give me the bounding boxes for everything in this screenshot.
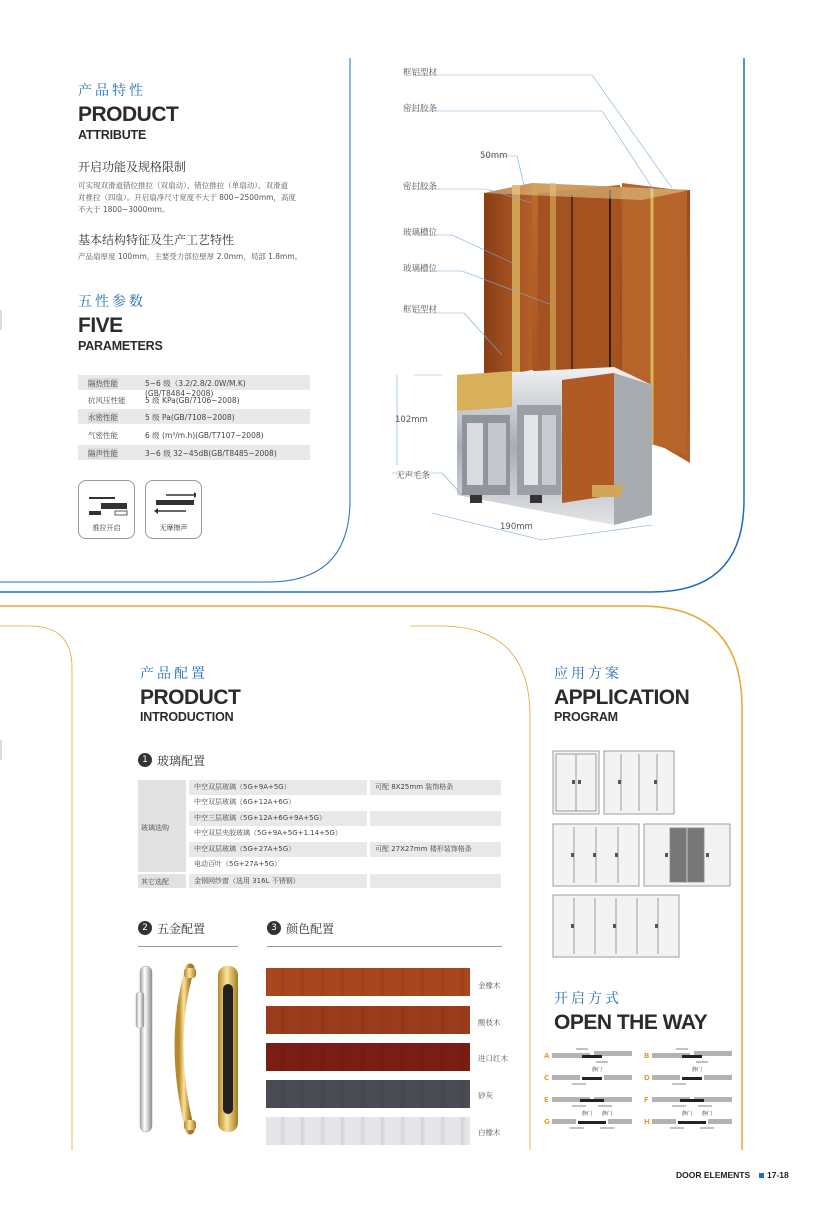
color-number-badge: 3 (267, 921, 281, 935)
param-row (78, 445, 310, 460)
glass-note (370, 874, 501, 888)
fixed-door-label: 静门 (582, 1111, 593, 1117)
glass-option: 电动百叶（5G+27A+5G） (194, 860, 282, 868)
callout-seal-strip-1: 密封胶条 (403, 104, 438, 114)
swatch-label: 砂灰 (478, 1091, 493, 1100)
color-swatch-white-oak (266, 1117, 470, 1145)
sliding-open-label: 推拉开启 (92, 524, 121, 532)
fixed-door-label: 静门 (592, 1067, 603, 1073)
sliding-open-icon (87, 493, 129, 517)
func-text-line: 对推拉（四扇）。开启扇净尺寸宽度不大于 800~2500mm，高度 (78, 193, 296, 202)
callout-glass-slot-1: 玻璃槽位 (403, 228, 438, 238)
glass-option: 中空双层玻璃（5G+9A+5G） (189, 780, 367, 795)
func-text-line: 可实现双滑道错位推拉（双扇动）、错位推拉（单扇动）、双滑道 (78, 181, 288, 190)
fixed-door-label: 静门 (702, 1111, 713, 1117)
color-swatch-red-wood (266, 1043, 470, 1071)
callout-190mm: 190mm (500, 522, 533, 532)
color-swatch-sand-grey (266, 1080, 470, 1108)
way-letter: B (644, 1052, 650, 1060)
params-title-en: FIVE (78, 314, 123, 337)
open-way-diagrams (552, 1048, 734, 1134)
glass-group-label: 玻璃选购 (141, 824, 169, 832)
glass-note: 可配 27X27mm 楼形装饰格条 (370, 842, 501, 857)
app-title-cn: 应用方案 (554, 666, 622, 682)
footer-page-numbers: 17-18 (767, 1170, 789, 1180)
param-row (78, 392, 310, 407)
callout-silent-brush: 无声毛条 (396, 471, 431, 481)
func-title: 开启功能及规格限制 (78, 160, 187, 174)
param-key: 隔声性能 (88, 449, 118, 458)
param-row (78, 409, 310, 424)
other-group-label: 其它选配 (141, 878, 169, 886)
param-value: 5 级 KPa(GB/7106~2008) (145, 396, 240, 405)
struct-text: 产品扇厚度 100mm，主要受力部位壁厚 2.0mm，局部 1.8mm。 (78, 252, 303, 261)
hardware-number-badge: 2 (138, 921, 152, 935)
footer-square-icon (759, 1173, 764, 1178)
glass-option: 中空双层玻璃（5G+27A+5G） (189, 842, 367, 857)
glass-note: 可配 8X25mm 装饰格条 (370, 780, 501, 795)
callout-seal-strip-2: 密封胶条 (403, 182, 438, 192)
glass-option: 金钢网纱窗（选用 316L 不锈钢） (189, 874, 367, 888)
swatch-label: 白橡木 (478, 1128, 501, 1137)
app-subtitle-en: PROGRAM (554, 710, 618, 724)
func-text-line: 不大于 1800~3000mm。 (78, 205, 170, 214)
param-value: 6 级 (m³/m.h)(GB/T7107~2008) (145, 431, 264, 440)
glass-config-title: 玻璃配置 (157, 754, 206, 768)
way-letter: E (544, 1096, 549, 1104)
attribute-title-cn: 产品特性 (78, 83, 146, 99)
silent-arrows-icon (154, 491, 196, 519)
func-text (78, 180, 338, 216)
params-title-cn: 五性参数 (78, 294, 146, 310)
color-divider (267, 946, 502, 947)
app-title-en: APPLICATION (554, 686, 690, 709)
param-key: 隔热性能 (88, 379, 118, 388)
param-key: 抗风压性能 (88, 396, 126, 405)
swatch-label: 酸枝木 (478, 1018, 501, 1027)
param-row (78, 427, 310, 442)
footer-brand: DOOR ELEMENTS (676, 1170, 751, 1180)
attribute-title-en: PRODUCT (78, 103, 179, 126)
application-layouts-illustration (552, 750, 734, 960)
callout-50mm: 50mm (480, 151, 508, 161)
way-letter: F (644, 1096, 649, 1104)
swatch-label: 金橡木 (478, 981, 501, 990)
callout-102mm: 102mm (395, 415, 428, 425)
glass-number-badge: 1 (138, 753, 152, 767)
way-letter: A (544, 1052, 550, 1060)
params-subtitle-en: PARAMETERS (78, 339, 163, 353)
fixed-door-label: 静门 (682, 1111, 693, 1117)
fixed-door-label: 静门 (602, 1111, 613, 1117)
way-letter: G (544, 1118, 550, 1126)
glass-option: 中空三层玻璃（5G+12A+6G+9A+5G） (189, 811, 367, 826)
handles-illustration (132, 962, 242, 1137)
color-swatch-golden-oak (266, 968, 470, 996)
param-value: 5~6 级（3.2/2.8/2.0W/M.K)(GB/T8484~2008) (145, 379, 246, 398)
way-letter: D (644, 1074, 650, 1082)
callout-glass-slot-2: 玻璃槽位 (403, 264, 438, 274)
param-key: 气密性能 (88, 431, 118, 440)
param-value: 5 级 Pa(GB/7108~2008) (145, 413, 235, 422)
glass-option: 中空双层夹胶玻璃（5G+9A+5G+1.14+5G） (194, 829, 342, 837)
silent-label: 无摩擦声 (159, 524, 188, 532)
swatch-label: 进口红木 (478, 1054, 508, 1063)
callout-frame-alu-1: 框铝型材 (403, 68, 438, 78)
intro-title-en: PRODUCT (140, 686, 241, 709)
param-row (78, 375, 310, 398)
attribute-subtitle-en: ATTRIBUTE (78, 128, 147, 142)
color-config-title: 颜色配置 (286, 922, 335, 936)
fixed-door-label: 静门 (692, 1067, 703, 1073)
intro-title-cn: 产品配置 (140, 666, 208, 682)
openway-title-cn: 开启方式 (554, 991, 622, 1007)
way-letter: H (644, 1118, 650, 1126)
way-letter: C (544, 1074, 550, 1082)
hardware-divider (138, 946, 238, 947)
param-key: 水密性能 (88, 413, 118, 422)
color-swatch-rosewood (266, 1006, 470, 1034)
glass-config-table (138, 780, 501, 888)
glass-note (370, 811, 501, 826)
intro-subtitle-en: INTRODUCTION (140, 710, 234, 724)
struct-title: 基本结构特征及生产工艺特性 (78, 233, 235, 247)
hardware-config-title: 五金配置 (157, 922, 206, 936)
openway-title-en: OPEN THE WAY (554, 1011, 708, 1034)
sliding-open-badge (78, 480, 135, 539)
callout-frame-alu-2: 框铝型材 (403, 305, 438, 315)
glass-option: 中空双层玻璃（6G+12A+6G） (194, 798, 296, 806)
param-value: 3~6 级 32~45dB(GB/T8485~2008) (145, 449, 277, 458)
silent-badge (145, 480, 202, 539)
